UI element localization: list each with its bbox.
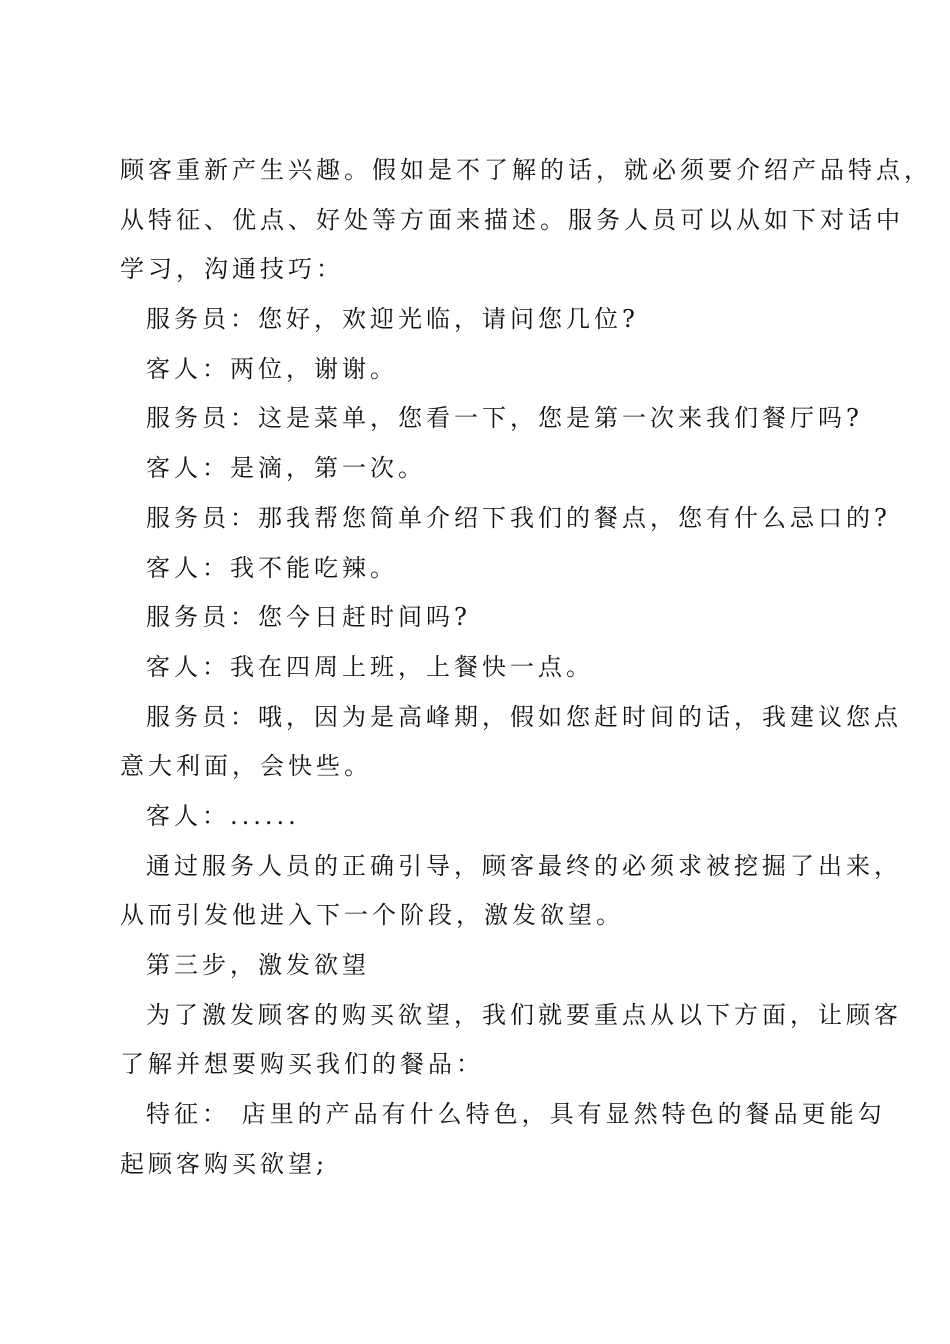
text-line: 学习，沟通技巧：: [120, 255, 344, 284]
text-line: 从特征、优点、好处等方面来描述。服务人员可以从如下对话中: [120, 205, 904, 234]
dialogue-line: 客人：我在四周上班，上餐快一点。: [146, 652, 594, 681]
dialogue-line: 服务员：您今日赶时间吗?: [146, 603, 471, 632]
text-line: 起顾客购买欲望;: [120, 1149, 329, 1178]
text-line: 从而引发他进入下一个阶段，激发欲望。: [120, 901, 624, 930]
dialogue-line: 客人：两位，谢谢。: [146, 354, 398, 383]
text-line: 意大利面，会快些。: [120, 752, 372, 781]
text-line: 了解并想要购买我们的餐品：: [120, 1050, 484, 1079]
dialogue-line: 服务员：您好，欢迎光临，请问您几位?: [146, 305, 639, 334]
paragraph-line: 为了激发顾客的购买欲望，我们就要重点从以下方面，让顾客: [146, 1000, 902, 1029]
document-body: [120, 146, 932, 1189]
dialogue-line: 服务员：哦，因为是高峰期，假如您赶时间的话，我建议您点: [146, 702, 902, 731]
section-heading: 第三步，激发欲望: [146, 951, 370, 979]
dialogue-line: 服务员：那我帮您简单介绍下我们的餐点，您有什么忌口的?: [146, 503, 891, 532]
dialogue-line: 客人：是滴，第一次。: [146, 454, 426, 483]
paragraph-line: 特征： 店里的产品有什么特色，具有显然特色的餐品更能勾: [146, 1100, 886, 1129]
dialogue-line: 服务员：这是菜单，您看一下，您是第一次来我们餐厅吗?: [146, 404, 863, 433]
dialogue-line: 客人：我不能吃辣。: [146, 553, 398, 582]
dialogue-line: 客人：......: [146, 801, 300, 830]
text-line: 顾客重新产生兴趣。假如是不了解的话，就必须要介绍产品特点，: [120, 156, 932, 184]
paragraph-line: 通过服务人员的正确引导，顾客最终的必须求被挖掘了出来，: [146, 851, 902, 880]
